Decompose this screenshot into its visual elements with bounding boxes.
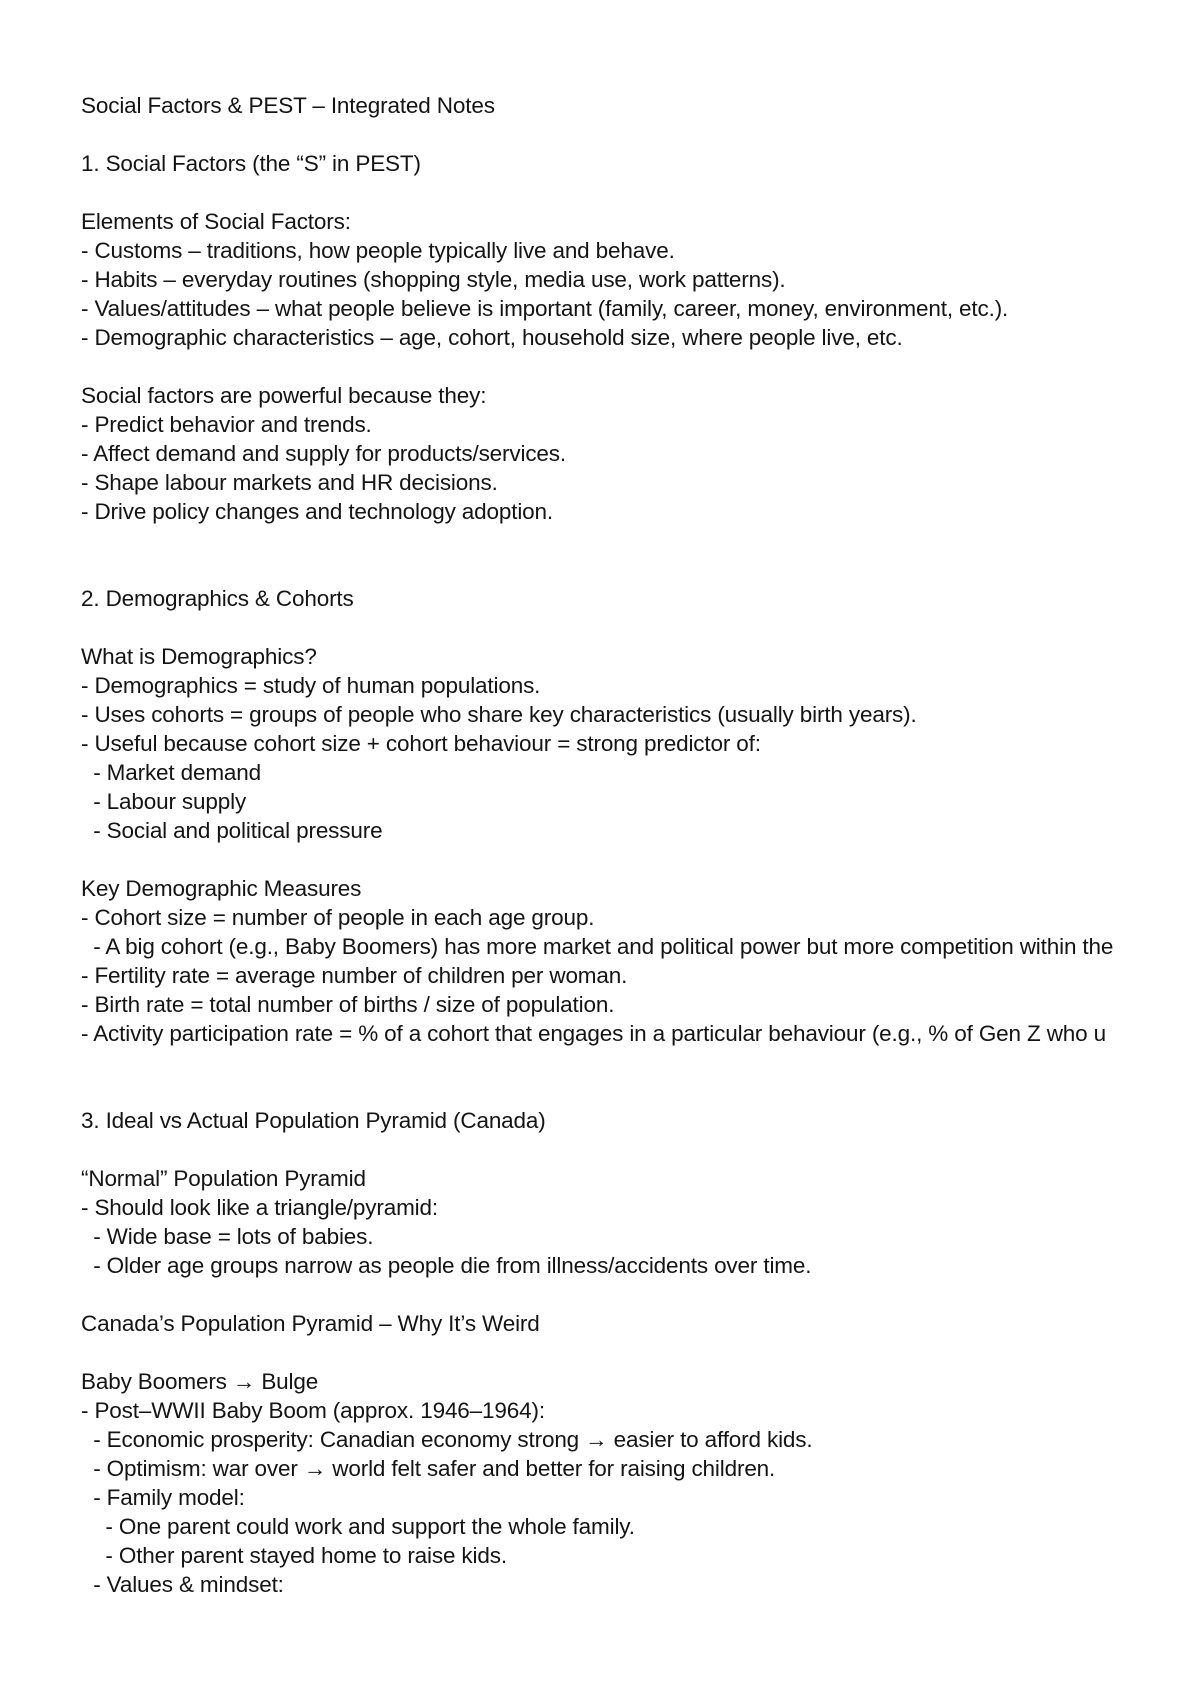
section-2-heading: 2. Demographics & Cohorts [81, 586, 354, 611]
list-item: - Drive policy changes and technology adoption. [81, 499, 553, 524]
list-item: - Family model: [81, 1485, 245, 1510]
list-item: - Customs – traditions, how people typically live and behave. [81, 238, 675, 263]
boomers-heading: Baby Boomers → Bulge [81, 1369, 319, 1394]
list-item: - Older age groups narrow as people die from illness/accidents over time. [81, 1253, 812, 1278]
what-heading: What is Demographics? [81, 644, 317, 669]
list-item: - Uses cohorts = groups of people who share key characteristics (usually birth years). [81, 702, 917, 727]
section-1-heading: 1. Social Factors (the “S” in PEST) [81, 151, 421, 176]
list-item: - Shape labour markets and HR decisions. [81, 470, 498, 495]
document-title: Social Factors & PEST – Integrated Notes [81, 93, 495, 118]
measures-heading: Key Demographic Measures [81, 876, 362, 901]
list-item: - Market demand [81, 760, 262, 785]
list-item: - Demographics = study of human populations. [81, 673, 541, 698]
list-item: - Affect demand and supply for products/services. [81, 441, 566, 466]
list-item: - Cohort size = number of people in each age group. [81, 905, 595, 930]
list-item: - Social and political pressure [81, 818, 383, 843]
list-item: - Post–WWII Baby Boom (approx. 1946–1964): [81, 1398, 545, 1423]
canada-heading: Canada’s Population Pyramid – Why It’s Weird [81, 1311, 540, 1336]
list-item: - Wide base = lots of babies. [81, 1224, 374, 1249]
list-item: - Labour supply [81, 789, 247, 814]
list-item: - Other parent stayed home to raise kids. [81, 1543, 507, 1568]
list-item: - Birth rate = total number of births / size of population. [81, 992, 615, 1017]
document-page [81, 0, 1200, 1696]
elements-heading: Elements of Social Factors: [81, 209, 351, 234]
list-item: - Habits – everyday routines (shopping style, media use, work patterns). [81, 267, 786, 292]
list-item: - Useful because cohort size + cohort behaviour = strong predictor of: [81, 731, 761, 756]
list-item: - One parent could work and support the whole family. [81, 1514, 635, 1539]
normal-heading: “Normal” Population Pyramid [81, 1166, 366, 1191]
list-item: - Predict behavior and trends. [81, 412, 372, 437]
list-item: - Demographic characteristics – age, cohort, household size, where people live, etc. [81, 325, 903, 350]
list-item: - Economic prosperity: Canadian economy strong → easier to afford kids. [81, 1427, 813, 1452]
section-3-heading: 3. Ideal vs Actual Population Pyramid (Canada) [81, 1108, 546, 1133]
list-item: - Optimism: war over → world felt safer and better for raising children. [81, 1456, 776, 1481]
list-item: - A big cohort (e.g., Baby Boomers) has more market and political power but more competition within the [81, 934, 1114, 959]
list-item: - Should look like a triangle/pyramid: [81, 1195, 438, 1220]
list-item: - Values/attitudes – what people believe is important (family, career, money, environment, etc.). [81, 296, 1009, 321]
powerful-heading: Social factors are powerful because they: [81, 383, 487, 408]
list-item: - Activity participation rate = % of a cohort that engages in a particular behaviour (e.g., % of Gen Z who u [81, 1021, 1106, 1046]
list-item: - Values & mindset: [81, 1572, 284, 1597]
list-item: - Fertility rate = average number of children per woman. [81, 963, 628, 988]
